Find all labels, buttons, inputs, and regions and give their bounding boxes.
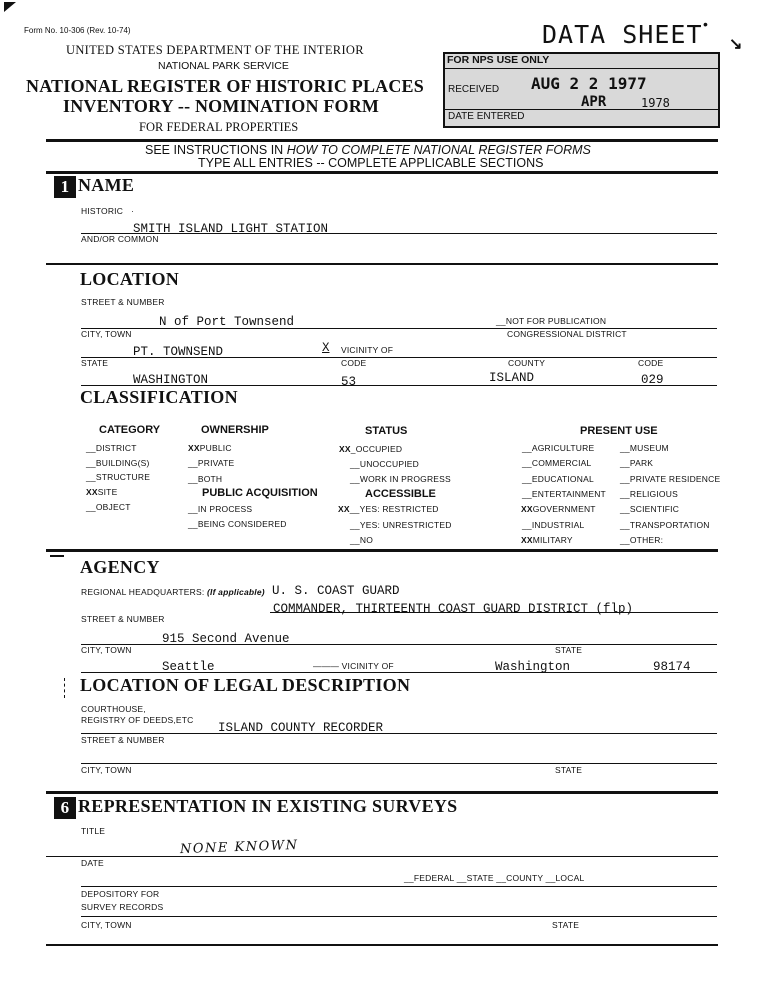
corner-mark-icon — [4, 2, 16, 14]
nps-box-title: FOR NPS USE ONLY — [447, 54, 550, 66]
survey-city-label: CITY, TOWN — [81, 920, 132, 930]
check-mark: XX — [188, 443, 200, 453]
option-label: GOVERNMENT — [532, 504, 596, 514]
code2-label: CODE — [638, 358, 664, 368]
depository-label: DEPOSITORY FOR — [81, 889, 160, 899]
agency-street-label: STREET & NUMBER — [81, 614, 165, 624]
section-title: REPRESENTATION IN EXISTING SURVEYS — [78, 796, 458, 816]
service-name: NATIONAL PARK SERVICE — [158, 60, 289, 72]
option-label: EDUCATIONAL — [531, 474, 594, 484]
street-value: N of Port Townsend — [159, 315, 295, 329]
option-label: DISTRICT — [95, 443, 137, 453]
field-line — [81, 233, 717, 234]
instructions-line2: TYPE ALL ENTRIES -- COMPLETE APPLICABLE SECTIONS — [198, 156, 544, 170]
option-label: IN PROCESS — [197, 504, 253, 514]
state-option: STATE — [466, 873, 494, 883]
category-buildings: __BUILDING(S) — [86, 458, 150, 468]
legal-state-label: STATE — [555, 765, 583, 775]
access-no: __NO — [350, 535, 374, 545]
section-1-heading — [54, 175, 134, 198]
option-label: PRIVATE RESIDENCE — [629, 474, 721, 484]
option-label: BOTH — [197, 474, 223, 484]
historic-label: HISTORIC — [81, 206, 124, 216]
nps-use-box — [443, 52, 720, 128]
historic-name-value: SMITH ISLAND LIGHT STATION — [133, 222, 329, 236]
field-line — [81, 357, 717, 358]
section-rule — [46, 171, 718, 174]
survey-title-label: TITLE — [81, 826, 106, 836]
registry-label: REGISTRY OF DEEDS,ETC — [81, 715, 194, 725]
code2-value: 029 — [641, 373, 664, 387]
option-label: BUILDING(S) — [95, 458, 150, 468]
field-line — [81, 672, 717, 673]
field-line — [81, 916, 717, 917]
use-industrial: __INDUSTRIAL — [522, 520, 585, 530]
form-title-line2: INVENTORY -- NOMINATION FORM — [63, 96, 380, 116]
survey-state-label: STATE — [552, 920, 580, 930]
field-line — [270, 612, 718, 613]
agency-street-value: 915 Second Avenue — [162, 632, 290, 646]
section-number: 6 — [54, 797, 76, 819]
option-label: YES: RESTRICTED — [359, 504, 439, 514]
vicinity-text: VICINITY OF — [341, 661, 394, 671]
use-park: __PARK — [620, 458, 654, 468]
check-mark: XX — [521, 504, 533, 514]
use-religious: __RELIGIOUS — [620, 489, 678, 499]
option-label: COMMERCIAL — [531, 458, 592, 468]
status-heading: STATUS — [365, 425, 408, 437]
option-label: TRANSPORTATION — [629, 520, 710, 530]
code-value: 53 — [341, 375, 357, 389]
section-title: NAME — [78, 175, 135, 195]
common-name-label: AND/OR COMMON — [81, 234, 159, 244]
check-mark: XX — [521, 535, 533, 545]
ownership-heading: OWNERSHIP — [201, 424, 269, 436]
field-line — [46, 944, 718, 946]
county-value: ISLAND — [489, 371, 535, 385]
option-label: PARK — [629, 458, 654, 468]
county-label: COUNTY — [508, 358, 546, 368]
county-option: COUNTY — [506, 873, 544, 883]
instructions-title: HOW TO COMPLETE NATIONAL REGISTER FORMS — [286, 143, 591, 157]
hq-value: U. S. COAST GUARD — [272, 584, 400, 598]
category-site — [86, 487, 117, 497]
stray-dot: • — [703, 16, 708, 32]
section-5-heading: LOCATION OF LEGAL DESCRIPTION — [80, 675, 411, 695]
survey-level-options: __FEDERAL __STATE __COUNTY __LOCAL — [404, 873, 585, 883]
legal-street-label: STREET & NUMBER — [81, 735, 165, 745]
option-label: BEING CONSIDERED — [197, 519, 287, 529]
received-date-stamp: AUG 2 2 1977 — [531, 74, 647, 93]
stray-mark — [64, 678, 65, 698]
registry-value: ISLAND COUNTY RECORDER — [218, 721, 384, 735]
option-label: NO — [359, 535, 374, 545]
stray-dot: · — [131, 206, 135, 216]
not-for-publication-label: __NOT FOR PUBLICATION — [496, 316, 607, 326]
second-date-stamp-year: 1978 — [641, 96, 670, 110]
field-line — [81, 763, 717, 764]
status-unoccupied: __UNOCCUPIED — [350, 459, 420, 469]
section-rule — [46, 139, 718, 142]
option-label: AGRICULTURE — [531, 443, 595, 453]
city-value: PT. TOWNSEND — [133, 345, 224, 359]
date-entered-label: DATE ENTERED — [448, 111, 525, 122]
option-label: RELIGIOUS — [629, 489, 678, 499]
category-structure: __STRUCTURE — [86, 472, 151, 482]
option-label: PUBLIC — [199, 443, 232, 453]
acquisition-being-considered: __BEING CONSIDERED — [188, 519, 287, 529]
code-label: CODE — [341, 358, 367, 368]
agency-city-label: CITY, TOWN — [81, 645, 132, 655]
courthouse-label: COURTHOUSE, — [81, 704, 146, 714]
ownership-both: __BOTH — [188, 474, 223, 484]
accessible-heading: ACCESSIBLE — [365, 488, 436, 500]
ownership-public — [188, 443, 232, 453]
option-label: SCIENTIFIC — [629, 504, 680, 514]
section-3-heading: CLASSIFICATION — [80, 387, 238, 407]
field-line — [46, 263, 718, 265]
vicinity-mark: X — [322, 341, 330, 355]
nps-box-divider-2 — [445, 109, 718, 110]
option-label: ENTERTAINMENT — [531, 489, 606, 499]
city-label: CITY, TOWN — [81, 329, 132, 339]
section-rule — [46, 791, 718, 794]
use-entertainment: __ENTERTAINMENT — [522, 489, 606, 499]
hq-label-text: REGIONAL HEADQUARTERS: — [81, 587, 205, 597]
federal-option: FEDERAL — [413, 873, 455, 883]
use-other: __OTHER: — [620, 535, 664, 545]
use-educational: __EDUCATIONAL — [522, 474, 594, 484]
option-label: INDUSTRIAL — [531, 520, 585, 530]
use-agriculture: __AGRICULTURE — [522, 443, 595, 453]
public-acquisition-heading: PUBLIC ACQUISITION — [202, 487, 318, 499]
access-yes-unrestricted: __YES: UNRESTRICTED — [350, 520, 452, 530]
option-label: UNOCCUPIED — [359, 459, 420, 469]
option-label: WORK IN PROGRESS — [359, 474, 451, 484]
form-number: Form No. 10-306 (Rev. 10-74) — [24, 26, 131, 35]
field-line — [81, 733, 717, 734]
field-line — [81, 886, 717, 887]
agency-state-label: STATE — [555, 645, 583, 655]
agency-city-value: Seattle — [162, 660, 215, 674]
use-government — [521, 504, 596, 514]
agency-vicinity-label: ——— VICINITY OF — [313, 661, 394, 671]
option-label: OBJECT — [95, 502, 131, 512]
state-label: STATE — [81, 358, 109, 368]
section-4-heading: AGENCY — [80, 557, 160, 577]
stray-mark — [50, 555, 64, 557]
instructions-prefix: SEE INSTRUCTIONS IN — [145, 143, 287, 157]
section-rule — [46, 549, 718, 552]
option-label: SITE — [97, 487, 118, 497]
street-label: STREET & NUMBER — [81, 297, 165, 307]
option-label: YES: UNRESTRICTED — [359, 520, 452, 530]
category-heading: CATEGORY — [99, 424, 161, 436]
use-museum: __MUSEUM — [620, 443, 669, 453]
present-use-heading: PRESENT USE — [580, 425, 658, 437]
option-label: OCCUPIED — [355, 444, 403, 454]
survey-title-value: NONE KNOWN — [179, 837, 299, 858]
agency-state-value: Washington — [495, 660, 571, 674]
ownership-private: __PRIVATE — [188, 458, 235, 468]
check-mark: XX — [338, 504, 350, 514]
section-2-heading: LOCATION — [80, 269, 180, 289]
category-object: __OBJECT — [86, 502, 131, 512]
regional-hq-label — [81, 587, 265, 597]
nps-box-divider — [445, 68, 718, 69]
section-6-heading — [54, 796, 458, 819]
category-district: __DISTRICT — [86, 443, 137, 453]
check-mark: XX — [339, 444, 351, 454]
field-line — [81, 385, 717, 386]
acquisition-in-process: __IN PROCESS — [188, 504, 253, 514]
option-label: OTHER: — [629, 535, 664, 545]
instructions-line1 — [145, 143, 591, 157]
hq-note: (If applicable) — [207, 587, 265, 597]
form-title-line1: NATIONAL REGISTER OF HISTORIC PLACES — [26, 76, 424, 96]
field-line — [81, 644, 717, 645]
received-label: RECEIVED — [448, 84, 500, 95]
agency-zip-value: 98174 — [653, 660, 691, 674]
local-option: LOCAL — [555, 873, 585, 883]
section-number: 1 — [54, 176, 76, 198]
not-for-publication-text: NOT FOR PUBLICATION — [505, 316, 607, 326]
access-yes-restricted: XX__YES: RESTRICTED — [338, 504, 439, 514]
second-date-stamp-month: APR — [581, 94, 607, 110]
vicinity-label: VICINITY OF — [341, 345, 394, 355]
stray-mark: ↘ — [729, 36, 743, 53]
use-transportation: __TRANSPORTATION — [620, 520, 710, 530]
option-label: MUSEUM — [629, 443, 669, 453]
use-military — [521, 535, 573, 545]
survey-records-label: SURVEY RECORDS — [81, 902, 164, 912]
use-private-residence: __PRIVATE RESIDENCE — [620, 474, 721, 484]
commander-value: COMMANDER, THIRTEENTH COAST GUARD DISTRICT (flp) — [273, 602, 634, 616]
survey-date-label: DATE — [81, 858, 104, 868]
congressional-district-label: CONGRESSIONAL DISTRICT — [507, 329, 627, 339]
option-label: PRIVATE — [197, 458, 235, 468]
status-occupied: XX_OCCUPIED — [339, 444, 403, 454]
option-label: STRUCTURE — [95, 472, 151, 482]
data-sheet-stamp: DATA SHEET — [542, 20, 703, 49]
use-scientific: __SCIENTIFIC — [620, 504, 680, 514]
status-work-in-progress: __WORK IN PROGRESS — [350, 474, 451, 484]
check-mark: XX — [86, 487, 98, 497]
use-commercial: __COMMERCIAL — [522, 458, 592, 468]
legal-city-label: CITY, TOWN — [81, 765, 132, 775]
field-line — [46, 856, 718, 857]
state-value: WASHINGTON — [133, 373, 209, 387]
federal-properties-label: FOR FEDERAL PROPERTIES — [139, 120, 299, 134]
department-name: UNITED STATES DEPARTMENT OF THE INTERIOR — [66, 43, 364, 57]
option-label: MILITARY — [532, 535, 573, 545]
